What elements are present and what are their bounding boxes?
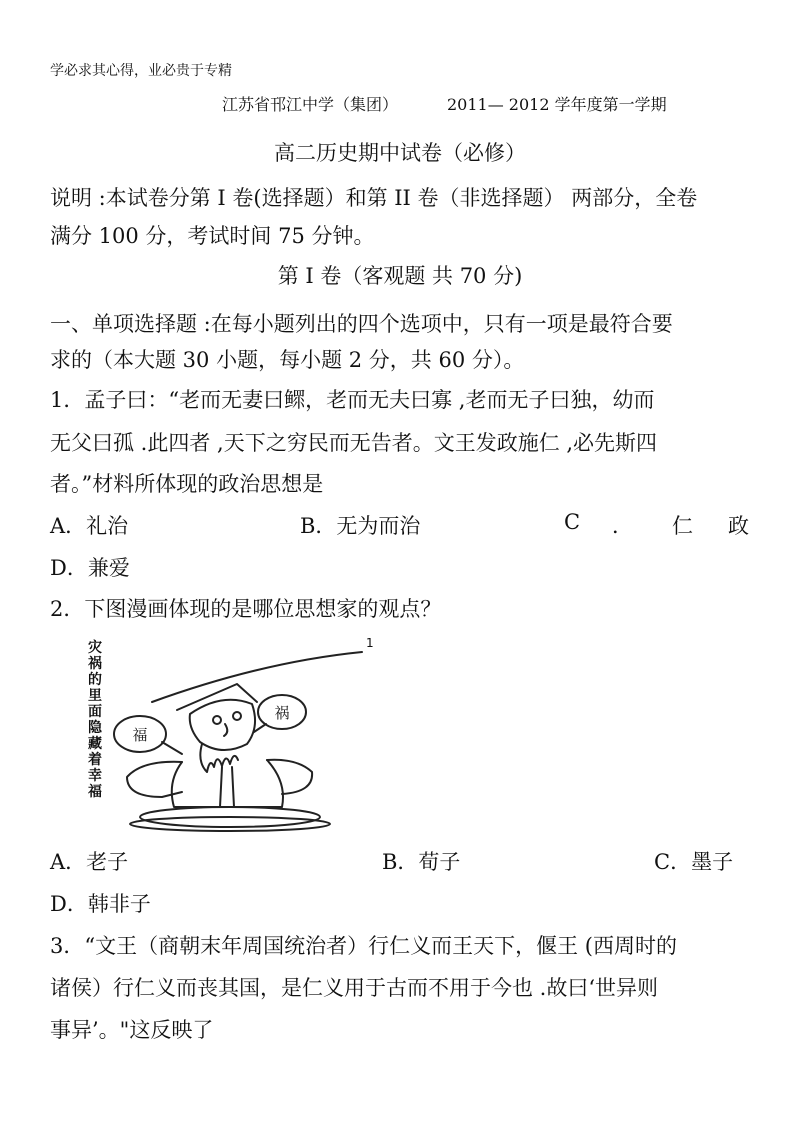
cartoon-illustration <box>82 632 372 832</box>
instruction-line-1: 一、单项选择题 :在每小题列出的四个选项中，只有一项是最符合要 <box>50 312 673 336</box>
exam-title: 高二历史期中试卷（必修） <box>274 141 526 165</box>
cartoon-bubble-right: 祸 <box>274 704 290 722</box>
motto: 学必求其心得，业必贵于专精 <box>50 63 232 79</box>
pole-line <box>152 652 362 702</box>
q2-option-a: A．老子 <box>50 850 129 874</box>
q2-stem: 2．下图漫画体现的是哪位思想家的观点？ <box>50 597 442 621</box>
q1-option-c-dot: ． <box>612 514 633 538</box>
q1-line-3: 者。”材料所体现的政治思想是 <box>50 472 324 496</box>
q2-option-b: B．荀子 <box>382 850 461 874</box>
school-year: 2011— 2012 学年度第一学期 <box>447 95 667 114</box>
q1-option-c-word-2: 政 <box>728 514 749 538</box>
cartoon-page-mark: 1 <box>366 636 374 650</box>
q3-line-3: 事异’。"这反映了 <box>50 1018 214 1042</box>
q2-option-d: D．韩非子 <box>50 892 151 916</box>
intro-line-1: 说明 :本试卷分第 I 卷(选择题）和第 II 卷（非选择题） 两部分，全卷 <box>50 186 698 210</box>
q1-option-b: B．无为而治 <box>300 514 421 538</box>
instruction-line-2: 求的（本大题 30 小题，每小题 2 分，共 60 分）。 <box>50 348 525 372</box>
q1-option-d: D．兼爱 <box>50 556 130 580</box>
q2-option-c: C．墨子 <box>654 850 734 874</box>
q1-line-1: 1．孟子曰：“老而无妻曰鳏，老而无夫曰寡 ,老而无子曰独，幼而 <box>50 388 655 412</box>
q3-line-2: 诸侯）行仁义而丧其国，是仁义用于古而不用于今也 .故曰‘世异则 <box>50 976 659 1000</box>
q1-line-2: 无父曰孤 .此四者 ,天下之穷民而无告者。文王发政施仁 ,必先斯四 <box>50 431 658 455</box>
q1-option-c-letter: C <box>564 510 581 534</box>
q1-option-c-word-1: 仁 <box>672 514 693 538</box>
cartoon-bubble-left: 福 <box>132 726 148 744</box>
q1-option-a: A．礼治 <box>50 514 129 538</box>
cartoon-caption: 灾祸的里面隐藏着幸福 <box>88 640 102 800</box>
school-name: 江苏省邗江中学（集团） <box>222 95 399 114</box>
intro-line-2: 满分 100 分，考试时间 75 分钟。 <box>50 224 375 248</box>
section-title: 第 I 卷（客观题 共 70 分) <box>277 264 523 288</box>
q3-line-1: 3．“文王（商朝末年周国统治者）行仁义而王天下，偃王 (西周时的 <box>50 934 677 958</box>
